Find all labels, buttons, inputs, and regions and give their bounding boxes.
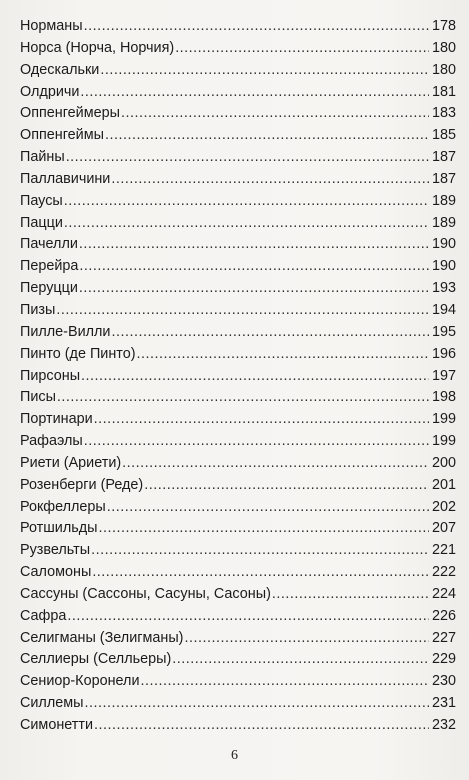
toc-entry-title: Сассуны (Сассоны, Сасуны, Сасоны) <box>20 585 271 602</box>
toc-entry <box>20 234 456 256</box>
toc-entry <box>20 715 456 737</box>
toc-entry-title: Пинто (де Пинто) <box>20 345 136 362</box>
toc-entry-page: 190 <box>431 236 456 253</box>
toc-entry-page: 202 <box>431 498 456 515</box>
table-of-contents <box>20 16 456 737</box>
toc-entry-page: 195 <box>431 323 456 340</box>
dot-leader <box>111 322 429 344</box>
toc-entry-title: Норманы <box>20 18 83 34</box>
toc-entry-title: Перейра <box>20 258 79 275</box>
dot-leader <box>105 125 429 147</box>
toc-entry-page: 224 <box>431 585 456 602</box>
toc-entry-page: 221 <box>431 542 456 559</box>
dot-leader <box>100 60 429 82</box>
toc-entry-title: Сафра <box>20 607 67 624</box>
toc-entry-page: 231 <box>431 695 456 712</box>
toc-entry <box>20 147 456 169</box>
toc-entry-title: Пацци <box>20 214 63 231</box>
dot-leader <box>79 278 429 300</box>
toc-entry-title: Сениор-Коронели <box>20 673 140 690</box>
toc-entry-page: 229 <box>431 651 456 668</box>
toc-entry-title: Паллавичини <box>20 170 111 187</box>
toc-entry <box>20 584 456 606</box>
toc-entry-title: Рокфеллеры <box>20 498 106 515</box>
toc-entry-title: Оппенгеймы <box>20 127 104 144</box>
toc-entry-page: 190 <box>431 258 456 275</box>
toc-entry-title: Силлемы <box>20 695 84 712</box>
toc-entry-title: Паусы <box>20 192 63 209</box>
toc-entry-page: 222 <box>431 564 456 581</box>
toc-entry <box>20 82 456 104</box>
dot-leader <box>107 497 429 519</box>
dot-leader <box>144 475 429 497</box>
toc-entry-title: Пачелли <box>20 236 78 253</box>
dot-leader <box>56 300 429 322</box>
dot-leader <box>94 715 429 737</box>
toc-entry <box>20 409 456 431</box>
toc-entry <box>20 518 456 540</box>
toc-entry <box>20 671 456 693</box>
dot-leader <box>84 16 429 38</box>
toc-entry <box>20 562 456 584</box>
toc-entry-title: Норса (Норча, Норчия) <box>20 39 175 56</box>
toc-entry-title: Пирсоны <box>20 367 81 384</box>
dot-leader <box>81 366 429 388</box>
toc-entry <box>20 431 456 453</box>
dot-leader <box>92 562 429 584</box>
toc-entry <box>20 344 456 366</box>
toc-entry-title: Олдричи <box>20 83 80 100</box>
toc-entry-title: Писы <box>20 389 56 406</box>
dot-leader <box>84 693 429 715</box>
dot-leader <box>91 540 429 562</box>
dot-leader <box>111 169 429 191</box>
toc-entry-page: 187 <box>431 170 456 187</box>
toc-entry-page: 227 <box>431 629 456 646</box>
toc-entry-title: Пайны <box>20 149 65 166</box>
toc-entry-page: 185 <box>431 127 456 144</box>
dot-leader <box>172 649 429 671</box>
dot-leader <box>79 234 429 256</box>
toc-entry <box>20 191 456 213</box>
dot-leader <box>79 256 429 278</box>
toc-entry-title: Риети (Ариети) <box>20 454 122 471</box>
toc-entry-title: Портинари <box>20 411 93 428</box>
toc-entry-page: 230 <box>431 673 456 690</box>
toc-entry <box>20 256 456 278</box>
dot-leader <box>57 387 429 409</box>
toc-entry-page: 196 <box>431 345 456 362</box>
toc-entry-title: Симонетти <box>20 717 94 733</box>
toc-entry-page: 197 <box>431 367 456 384</box>
toc-entry <box>20 387 456 409</box>
toc-entry <box>20 103 456 125</box>
toc-entry <box>20 300 456 322</box>
dot-leader <box>175 38 429 60</box>
page-number: 6 <box>231 748 238 763</box>
toc-entry-page: 199 <box>431 433 456 450</box>
toc-entry <box>20 60 456 82</box>
toc-entry <box>20 475 456 497</box>
toc-entry-title: Розенберги (Реде) <box>20 476 144 493</box>
toc-entry <box>20 606 456 628</box>
dot-leader <box>80 82 429 104</box>
dot-leader <box>272 584 429 606</box>
toc-entry-page: 194 <box>431 301 456 318</box>
toc-entry-page: 207 <box>431 520 456 537</box>
dot-leader <box>137 344 429 366</box>
dot-leader <box>66 147 429 169</box>
dot-leader <box>67 606 429 628</box>
toc-entry-page: 199 <box>431 411 456 428</box>
toc-entry-page: 180 <box>431 61 456 78</box>
toc-entry-page: 181 <box>431 83 456 100</box>
toc-entry-page: 200 <box>431 454 456 471</box>
toc-entry-page: 198 <box>431 389 456 406</box>
toc-entry <box>20 322 456 344</box>
toc-entry-page: 189 <box>431 214 456 231</box>
toc-entry-page: 180 <box>431 39 456 56</box>
toc-entry-title: Пизы <box>20 301 56 318</box>
toc-entry <box>20 16 456 38</box>
toc-entry <box>20 366 456 388</box>
toc-entry-title: Саломоны <box>20 564 92 581</box>
toc-entry-page: 189 <box>431 192 456 209</box>
toc-entry-page: 178 <box>431 18 456 34</box>
toc-entry <box>20 169 456 191</box>
toc-entry <box>20 213 456 235</box>
dot-leader <box>98 518 429 540</box>
toc-entry-title: Одескальки <box>20 61 100 78</box>
toc-entry <box>20 497 456 519</box>
toc-entry-page: 193 <box>431 280 456 297</box>
dot-leader <box>94 409 429 431</box>
dot-leader <box>140 671 429 693</box>
toc-entry <box>20 453 456 475</box>
toc-entry-title: Пилле-Вилли <box>20 323 111 340</box>
toc-entry-page: 187 <box>431 149 456 166</box>
toc-entry <box>20 540 456 562</box>
toc-entry-page: 183 <box>431 105 456 122</box>
toc-entry-page: 226 <box>431 607 456 624</box>
dot-leader <box>122 453 429 475</box>
dot-leader <box>84 431 429 453</box>
toc-entry-title: Оппенгеймеры <box>20 105 120 122</box>
toc-entry <box>20 693 456 715</box>
dot-leader <box>184 628 429 650</box>
toc-entry <box>20 278 456 300</box>
toc-entry-title: Селлиеры (Селльеры) <box>20 651 172 668</box>
toc-entry <box>20 38 456 60</box>
dot-leader <box>64 213 429 235</box>
toc-entry-title: Рузвельты <box>20 542 91 559</box>
toc-entry-title: Ротшильды <box>20 520 98 537</box>
toc-entry-title: Селигманы (Зелигманы) <box>20 629 184 646</box>
toc-entry <box>20 125 456 147</box>
toc-entry <box>20 628 456 650</box>
dot-leader <box>64 191 429 213</box>
toc-entry-title: Рафаэлы <box>20 433 83 450</box>
toc-entry-page: 201 <box>431 476 456 493</box>
dot-leader <box>121 103 429 125</box>
toc-entry-page: 232 <box>431 717 456 733</box>
toc-entry <box>20 649 456 671</box>
toc-entry-title: Перуцци <box>20 280 78 297</box>
